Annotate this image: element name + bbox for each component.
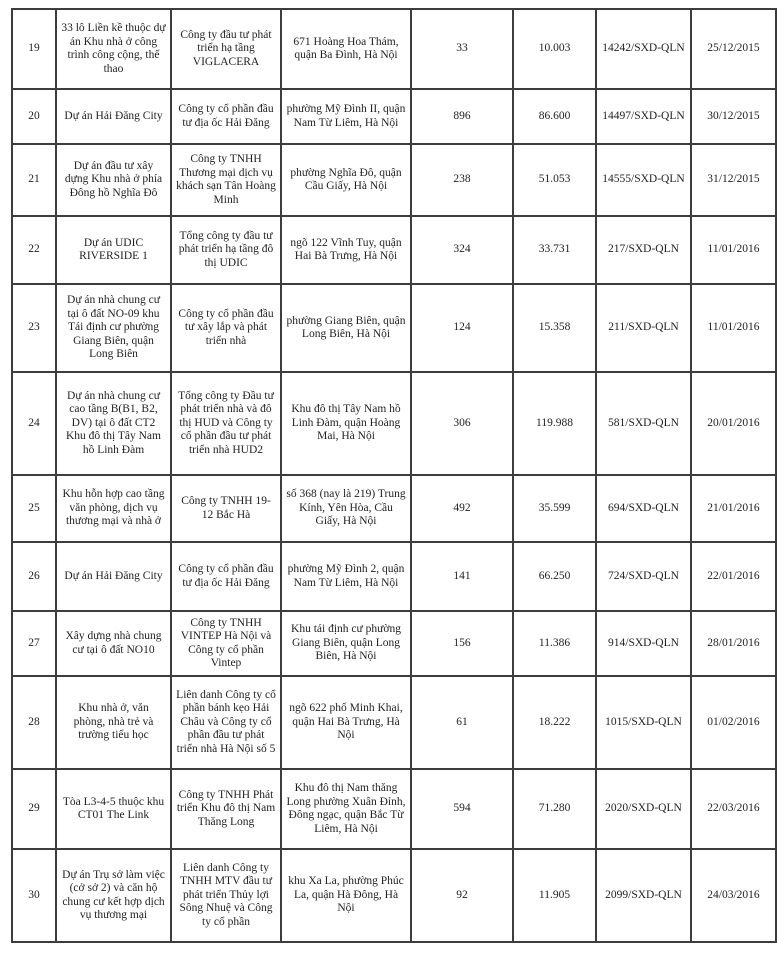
- table-row: [12, 216, 776, 284]
- cell-row-number: 26: [12, 542, 56, 611]
- cell-investor-name: Công ty cổ phần đầu tư địa ốc Hải Đăng: [171, 89, 281, 144]
- cell-project-name: Dự án Hải Đăng City: [56, 89, 171, 144]
- table-row: [12, 144, 776, 216]
- cell-address: phường Giang Biên, quận Long Biên, Hà Nội: [281, 284, 411, 372]
- cell-unit-count: 92: [411, 849, 513, 942]
- cell-area-value: 11.386: [513, 611, 596, 676]
- cell-address: phường Mỹ Đình 2, quận Nam Từ Liêm, Hà Nội: [281, 542, 411, 611]
- cell-unit-count: 141: [411, 542, 513, 611]
- table-row: [12, 676, 776, 769]
- table-row: [12, 769, 776, 849]
- cell-area-value: 10.003: [513, 9, 596, 89]
- cell-project-name: Dự án đầu tư xây dựng Khu nhà ở phía Đông hồ Nghĩa Đô: [56, 144, 171, 216]
- cell-address: phường Mỹ Đình II, quận Nam Từ Liêm, Hà Nội: [281, 89, 411, 144]
- cell-project-name: Khu hỗn hợp cao tầng văn phòng, dịch vụ thương mại và nhà ở: [56, 475, 171, 542]
- cell-row-number: 23: [12, 284, 56, 372]
- cell-investor-name: Tổng công ty đầu tư phát triển hạ tầng đô thị UDIC: [171, 216, 281, 284]
- cell-investor-name: Liên danh Công ty cổ phần bánh kẹo Hải Châu và Công ty cổ phần đầu tư phát triển nhà Hà Nội số 5: [171, 676, 281, 769]
- cell-document-number: 14242/SXD-QLN: [596, 9, 691, 89]
- cell-approval-date: 30/12/2015: [691, 89, 776, 144]
- cell-project-name: Dự án nhà chung cư cao tầng B(B1, B2, DV) tại ô đất CT2 Khu đô thị Tây Nam hồ Linh Đàm: [56, 372, 171, 475]
- cell-approval-date: 11/01/2016: [691, 284, 776, 372]
- table-row: [12, 611, 776, 676]
- cell-approval-date: 28/01/2016: [691, 611, 776, 676]
- cell-area-value: 11.905: [513, 849, 596, 942]
- cell-document-number: 1015/SXD-QLN: [596, 676, 691, 769]
- cell-approval-date: 01/02/2016: [691, 676, 776, 769]
- cell-row-number: 20: [12, 89, 56, 144]
- cell-address: ngõ 622 phố Minh Khai, quận Hai Bà Trưng, Hà Nội: [281, 676, 411, 769]
- cell-row-number: 25: [12, 475, 56, 542]
- cell-document-number: 581/SXD-QLN: [596, 372, 691, 475]
- cell-document-number: 694/SXD-QLN: [596, 475, 691, 542]
- cell-project-name: Dự án UDIC RIVERSIDE 1: [56, 216, 171, 284]
- cell-address: Khu đô thị Nam thăng Long phường Xuân Đỉnh, Đông ngạc, quận Bắc Từ Liêm, Hà Nội: [281, 769, 411, 849]
- cell-approval-date: 22/03/2016: [691, 769, 776, 849]
- cell-row-number: 29: [12, 769, 56, 849]
- cell-project-name: Dự án nhà chung cư tại ô đất NO-09 khu Tái định cư phường Giang Biên, quận Long Biên: [56, 284, 171, 372]
- cell-project-name: Dự án Trụ sở làm việc (cở sở 2) và căn hộ chung cư kết hợp dịch vụ thương mại: [56, 849, 171, 942]
- cell-row-number: 27: [12, 611, 56, 676]
- document-page: [11, 8, 777, 943]
- cell-investor-name: Công ty cổ phần đầu tư xây lắp và phát triển nhà: [171, 284, 281, 372]
- cell-area-value: 66.250: [513, 542, 596, 611]
- cell-area-value: 86.600: [513, 89, 596, 144]
- cell-investor-name: Công ty TNHH VINTEP Hà Nội và Công ty cổ phần Vintep: [171, 611, 281, 676]
- table-row: [12, 475, 776, 542]
- cell-project-name: Tòa L3-4-5 thuộc khu CT01 The Link: [56, 769, 171, 849]
- approval-table: [11, 8, 777, 943]
- cell-unit-count: 306: [411, 372, 513, 475]
- cell-investor-name: Liên danh Công ty TNHH MTV đầu tư phát triển Thủy lợi Sông Nhuệ và Công ty cổ phần: [171, 849, 281, 942]
- cell-unit-count: 238: [411, 144, 513, 216]
- cell-document-number: 14497/SXD-QLN: [596, 89, 691, 144]
- cell-project-name: Khu nhà ở, văn phòng, nhà trẻ và trường tiểu học: [56, 676, 171, 769]
- cell-area-value: 18.222: [513, 676, 596, 769]
- cell-address: khu Xa La, phường Phúc La, quận Hà Đông, Hà Nội: [281, 849, 411, 942]
- cell-address: Khu tái định cư phường Giang Biên, quận Long Biên, Hà Nội: [281, 611, 411, 676]
- cell-unit-count: 156: [411, 611, 513, 676]
- cell-unit-count: 61: [411, 676, 513, 769]
- cell-document-number: 724/SXD-QLN: [596, 542, 691, 611]
- cell-area-value: 15.358: [513, 284, 596, 372]
- cell-approval-date: 11/01/2016: [691, 216, 776, 284]
- cell-unit-count: 896: [411, 89, 513, 144]
- cell-row-number: 22: [12, 216, 56, 284]
- table-row: [12, 9, 776, 89]
- cell-document-number: 14555/SXD-QLN: [596, 144, 691, 216]
- cell-document-number: 217/SXD-QLN: [596, 216, 691, 284]
- cell-row-number: 19: [12, 9, 56, 89]
- cell-unit-count: 124: [411, 284, 513, 372]
- cell-document-number: 211/SXD-QLN: [596, 284, 691, 372]
- table-row: [12, 89, 776, 144]
- cell-approval-date: 24/03/2016: [691, 849, 776, 942]
- cell-project-name: Dự án Hải Đăng City: [56, 542, 171, 611]
- cell-unit-count: 492: [411, 475, 513, 542]
- table-row: [12, 372, 776, 475]
- cell-investor-name: Công ty đầu tư phát triển hạ tầng VIGLACERA: [171, 9, 281, 89]
- cell-address: phường Nghĩa Đô, quận Cầu Giấy, Hà Nội: [281, 144, 411, 216]
- cell-address: 671 Hoàng Hoa Thám, quận Ba Đình, Hà Nội: [281, 9, 411, 89]
- cell-area-value: 71.280: [513, 769, 596, 849]
- cell-row-number: 24: [12, 372, 56, 475]
- cell-unit-count: 33: [411, 9, 513, 89]
- cell-document-number: 914/SXD-QLN: [596, 611, 691, 676]
- cell-address: số 368 (nay là 219) Trung Kính, Yên Hòa, Cầu Giấy, Hà Nội: [281, 475, 411, 542]
- cell-row-number: 28: [12, 676, 56, 769]
- cell-approval-date: 21/01/2016: [691, 475, 776, 542]
- cell-row-number: 21: [12, 144, 56, 216]
- cell-area-value: 119.988: [513, 372, 596, 475]
- cell-area-value: 33.731: [513, 216, 596, 284]
- cell-area-value: 35.599: [513, 475, 596, 542]
- table-row: [12, 284, 776, 372]
- cell-address: Khu đô thị Tây Nam hồ Linh Đàm, quận Hoàng Mai, Hà Nội: [281, 372, 411, 475]
- cell-address: ngõ 122 Vĩnh Tuy, quận Hai Bà Trưng, Hà Nội: [281, 216, 411, 284]
- cell-investor-name: Công ty TNHH Thương mại dịch vụ khách sạn Tân Hoàng Minh: [171, 144, 281, 216]
- cell-investor-name: Công ty cổ phần đầu tư địa ốc Hải Đăng: [171, 542, 281, 611]
- cell-unit-count: 594: [411, 769, 513, 849]
- table-row: [12, 849, 776, 942]
- cell-document-number: 2020/SXD-QLN: [596, 769, 691, 849]
- cell-investor-name: Công ty TNHH 19-12 Bắc Hà: [171, 475, 281, 542]
- cell-investor-name: Công ty TNHH Phát triển Khu đô thị Nam Thăng Long: [171, 769, 281, 849]
- cell-row-number: 30: [12, 849, 56, 942]
- cell-investor-name: Tổng công ty Đầu tư phát triển nhà và đô thị HUD và Công ty cổ phần đầu tư phát triển nhà HUD2: [171, 372, 281, 475]
- cell-document-number: 2099/SXD-QLN: [596, 849, 691, 942]
- approval-table-body: [12, 9, 776, 942]
- cell-approval-date: 22/01/2016: [691, 542, 776, 611]
- table-row: [12, 542, 776, 611]
- cell-approval-date: 25/12/2015: [691, 9, 776, 89]
- cell-approval-date: 20/01/2016: [691, 372, 776, 475]
- cell-area-value: 51.053: [513, 144, 596, 216]
- cell-approval-date: 31/12/2015: [691, 144, 776, 216]
- cell-unit-count: 324: [411, 216, 513, 284]
- cell-project-name: 33 lô Liền kề thuộc dự án Khu nhà ở công trình công cộng, thể thao: [56, 9, 171, 89]
- cell-project-name: Xây dựng nhà chung cư tại ô đất NO10: [56, 611, 171, 676]
